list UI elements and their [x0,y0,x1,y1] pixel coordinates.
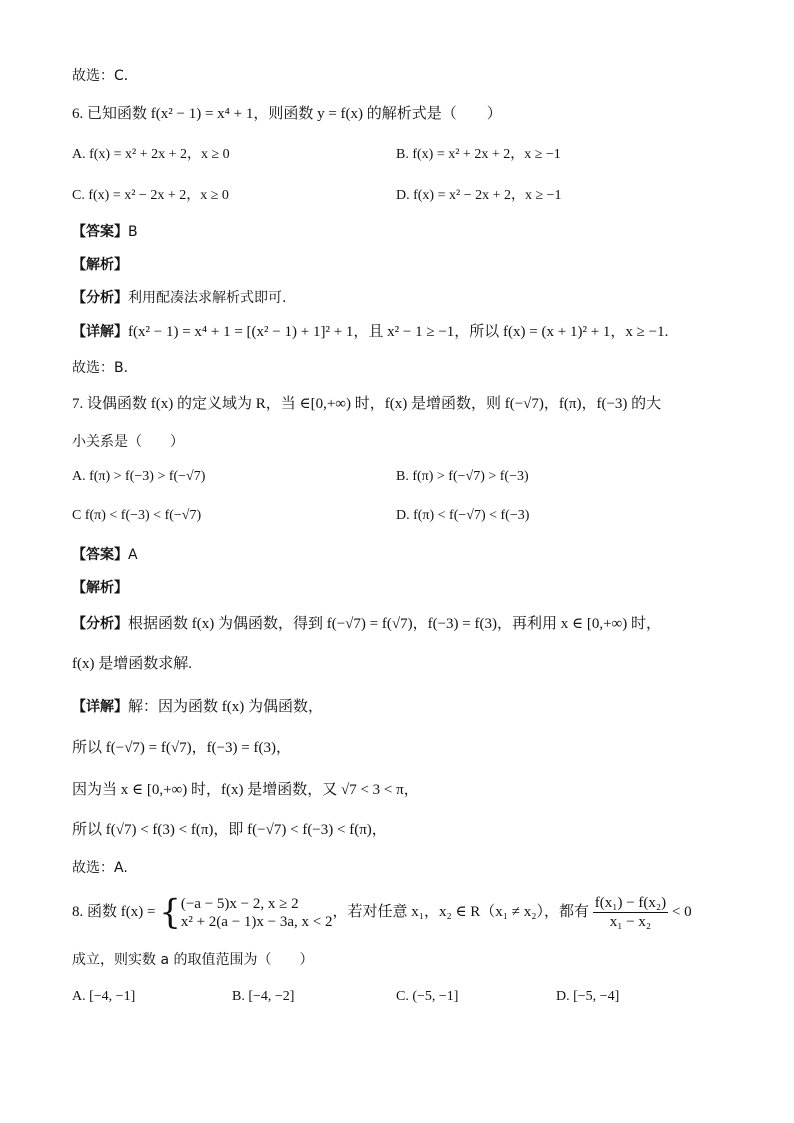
q7-detail-line3: 因为当 x ∈ [0,+∞) 时，f(x) 是增函数，又 √7 < 3 < π， [72,782,419,798]
answer-value: A [128,547,138,563]
q6-selection: 故选：B. [72,360,129,376]
q6-stem: 6. 已知函数 f(x² − 1) = x⁴ + 1，则函数 y = f(x) 的解析式是（ ） [72,106,502,122]
q7-analysis-line2: f(x) 是增函数求解. [72,656,192,672]
case-1: (−a − 5)x − 2, x ≥ 2 [180,895,299,912]
q6-option-b: B. f(x) = x² + 2x + 2，x ≥ −1 [396,147,561,162]
q7-option-d: D. f(π) < f(−√7) < f(−3) [396,508,530,523]
q6-answer [72,222,138,242]
q7-option-c: C f(π) < f(−3) < f(−√7) [72,508,202,523]
fraction-numerator: f(x₁) − f(x₂) [594,895,667,912]
q7-option-b: B. f(π) > f(−√7) > f(−3) [396,469,529,484]
analysis-tag: 【分析】 [72,290,128,306]
difference-quotient [593,894,668,931]
q8-prefix: 8. 函数 f(x) = [72,904,156,920]
q7-detail-line1 [72,697,323,717]
detail-tag: 【详解】 [72,699,128,715]
q8-option-a: A. [−4, −1] [72,989,136,1004]
q7-analysis-heading: 【解析】 [72,580,128,596]
fraction-denominator: x₁ − x₂ [609,914,652,931]
q7-analysis-line1 [72,614,661,634]
q7-detail-line2: 所以 f(−√7) = f(√7)，f(−3) = f(3)， [72,740,291,756]
q8-stem-line1 [72,892,692,932]
q7-detail-line4: 所以 f(√7) < f(3) < f(π)，即 f(−√7) < f(−3) < f(π)， [72,822,387,838]
q8-post: < 0 [671,904,692,920]
q8-option-b: B. [−4, −2] [232,989,295,1004]
case-2: x² + 2(a − 1)x − 3a, x < 2 [180,913,333,930]
q8-option-d: D. [−5, −4] [556,989,620,1004]
analysis-text: 利用配凑法求解析式即可. [128,290,287,306]
analysis-text: 根据函数 f(x) 为偶函数，得到 f(−√7) = f(√7)，f(−3) = f(3)，再利用 x ∈ [0,+∞) 时， [128,616,661,632]
analysis-tag: 【分析】 [72,616,128,632]
q6-analysis [72,288,286,308]
q7-answer [72,545,138,565]
q7-selection: 故选：A. [72,860,128,876]
answer-tag: 【答案】 [72,547,128,563]
q6-option-d: D. f(x) = x² − 2x + 2，x ≥ −1 [396,188,562,203]
q8-option-c: C. (−5, −1] [396,989,459,1004]
q6-detail [72,322,668,342]
q6-analysis-heading: 【解析】 [72,257,128,273]
detail-text: 解：因为函数 f(x) 为偶函数， [128,699,323,715]
detail-text: f(x² − 1) = x⁴ + 1 = [(x² − 1) + 1]² + 1，且 x² − 1 ≥ −1，所以 f(x) = (x + 1)² + 1，x ≥ −1. [128,324,669,340]
brace-icon: { [159,892,181,933]
q7-stem-line2: 小关系是（ ） [72,434,184,450]
q6-option-a: A. f(x) = x² + 2x + 2，x ≥ 0 [72,147,230,162]
q8-stem-line2: 成立，则实数 a 的取值范围为（ ） [72,952,314,968]
answer-tag: 【答案】 [72,224,128,240]
q6-option-c: C. f(x) = x² − 2x + 2，x ≥ 0 [72,188,229,203]
q7-stem-line1: 7. 设偶函数 f(x) 的定义域为 R，当 ∈[0,+∞) 时，f(x) 是增函数，则 f(−√7)，f(π)，f(−3) 的大 [72,396,662,412]
q7-option-a: A. f(π) > f(−3) > f(−√7) [72,469,206,484]
q8-mid: ，若对任意 x₁，x₂ ∈ R（x₁ ≠ x₂），都有 [332,904,589,920]
detail-tag: 【详解】 [72,324,128,340]
answer-line-5: 故选：C． [72,68,138,84]
answer-value: B [128,224,138,240]
piecewise-cases [181,895,333,931]
